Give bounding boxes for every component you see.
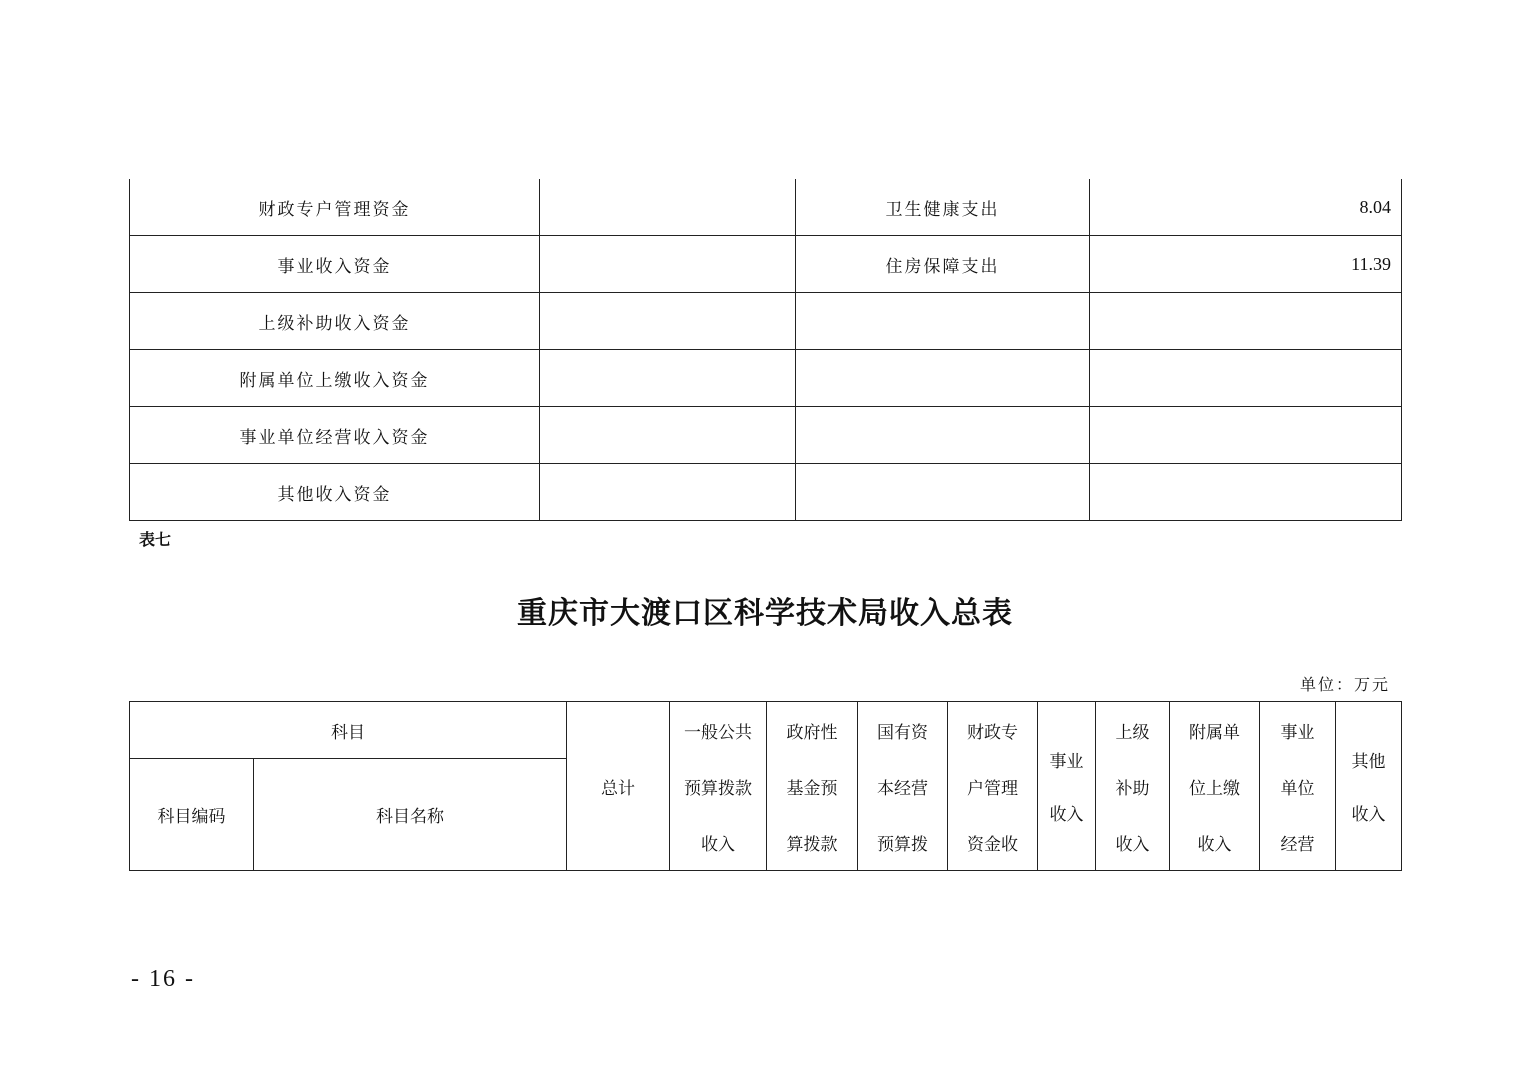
expense-item: 卫生健康支出 <box>796 179 1090 236</box>
expense-item <box>796 350 1090 407</box>
header-subject-code: 科目编码 <box>130 759 254 871</box>
expense-value <box>1090 407 1402 464</box>
header-business-income: 事业 收入 <box>1038 702 1096 871</box>
expense-item <box>796 464 1090 521</box>
table-row <box>130 293 1402 350</box>
header-fiscal-special: 财政专 户管理 资金收 <box>948 702 1038 871</box>
income-item: 附属单位上缴收入资金 <box>130 350 540 407</box>
income-item: 事业收入资金 <box>130 236 540 293</box>
header-total: 总计 <box>567 702 670 871</box>
expense-value <box>1090 464 1402 521</box>
expense-value <box>1090 350 1402 407</box>
header-general-budget: 一般公共 预算拨款 收入 <box>670 702 767 871</box>
income-value <box>540 179 796 236</box>
expense-value <box>1090 293 1402 350</box>
budget-summary-table-continued <box>129 179 1402 521</box>
income-item: 事业单位经营收入资金 <box>130 407 540 464</box>
header-subject-name: 科目名称 <box>254 759 567 871</box>
table-row <box>130 236 1402 293</box>
page-number: - 16 - <box>131 966 195 992</box>
page-title: 重庆市大渡口区科学技术局收入总表 <box>517 596 1013 631</box>
income-value <box>540 407 796 464</box>
income-value <box>540 464 796 521</box>
income-value <box>540 236 796 293</box>
header-subject: 科目 <box>130 702 567 759</box>
header-other-income: 其他 收入 <box>1336 702 1402 871</box>
header-gov-fund: 政府性 基金预 算拨款 <box>767 702 858 871</box>
expense-item <box>796 407 1090 464</box>
income-value <box>540 350 796 407</box>
income-item: 其他收入资金 <box>130 464 540 521</box>
income-item: 上级补助收入资金 <box>130 293 540 350</box>
table-label: 表七 <box>139 530 172 549</box>
income-summary-table <box>129 701 1402 871</box>
unit-label: 单位：万元 <box>1299 675 1390 694</box>
table-row <box>130 350 1402 407</box>
income-item: 财政专户管理资金 <box>130 179 540 236</box>
expense-item: 住房保障支出 <box>796 236 1090 293</box>
header-business-unit: 事业 单位 经营 <box>1260 702 1336 871</box>
header-affiliated: 附属单 位上缴 收入 <box>1170 702 1260 871</box>
header-superior-subsidy: 上级 补助 收入 <box>1096 702 1170 871</box>
expense-value: 8.04 <box>1090 179 1402 236</box>
table-row <box>130 464 1402 521</box>
table-row <box>130 179 1402 236</box>
income-value <box>540 293 796 350</box>
expense-item <box>796 293 1090 350</box>
header-state-capital: 国有资 本经营 预算拨 <box>858 702 948 871</box>
expense-value: 11.39 <box>1090 236 1402 293</box>
table-row <box>130 407 1402 464</box>
